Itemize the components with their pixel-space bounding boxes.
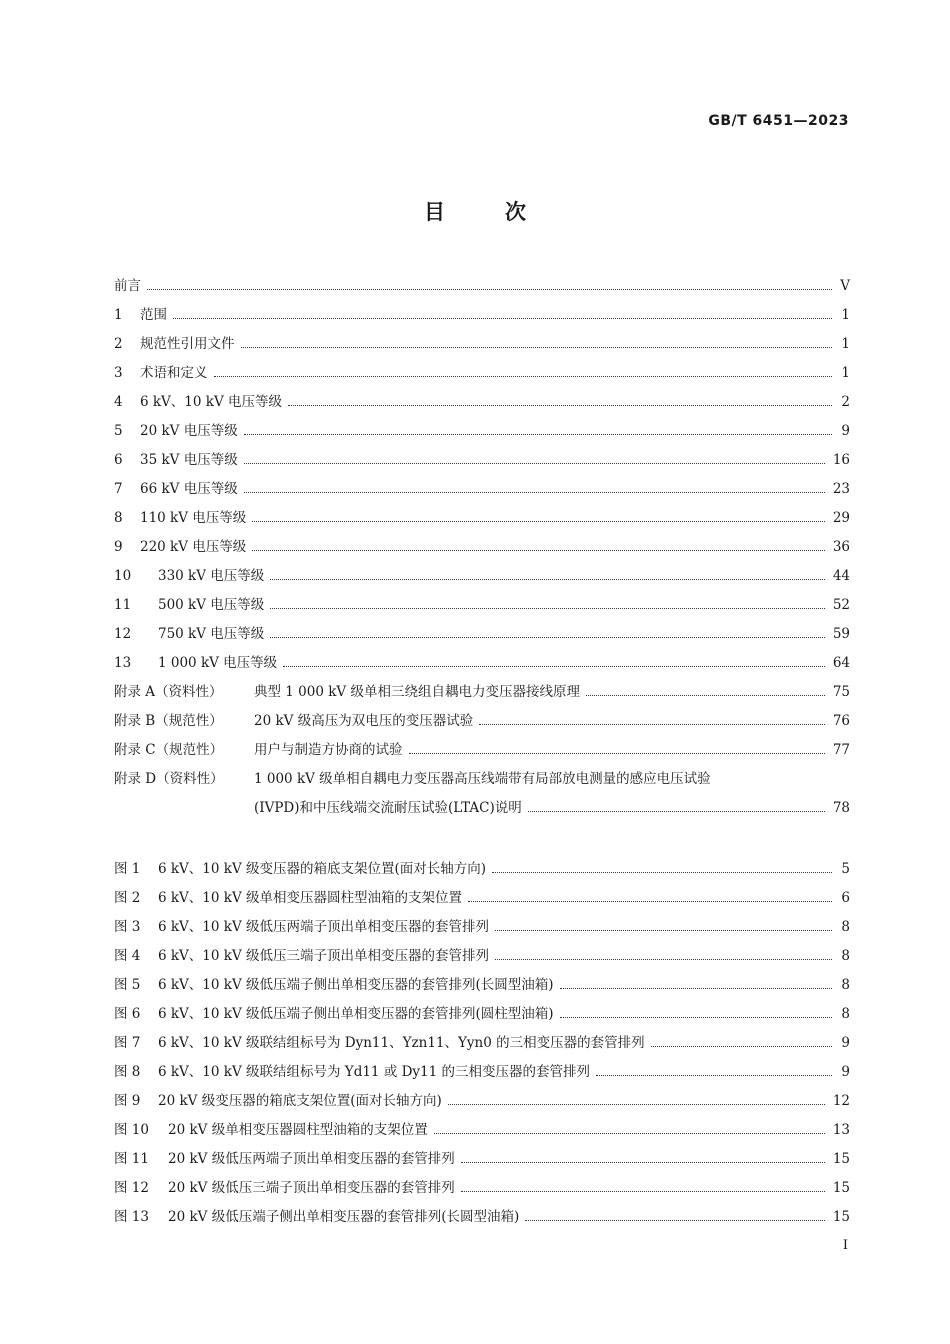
toc-entry-number: 3 [114,365,123,381]
figure-title: 20 kV 级单相变压器圆柱型油箱的支架位置 [168,1122,428,1138]
toc-entry-page: 16 [832,452,850,468]
figure-entry[interactable] [114,942,850,971]
figure-page: 8 [841,919,850,935]
toc-entry[interactable] [114,388,850,417]
dot-leader [525,1211,825,1221]
annex-title: 20 kV 级高压为双电压的变压器试验 [254,713,474,729]
toc-entry[interactable] [114,620,850,649]
figure-page: 12 [832,1093,850,1109]
dot-leader [270,628,825,638]
dot-leader [461,1182,825,1192]
figure-page: 5 [841,861,850,877]
figure-title: 6 kV、10 kV 级低压端子侧出单相变压器的套管排列(圆柱型油箱) [158,1006,554,1022]
figure-number: 图 7 [114,1035,141,1051]
figure-title: 20 kV 级低压两端子顶出单相变压器的套管排列 [168,1151,455,1167]
toc-entry-title: 1 000 kV 电压等级 [158,655,278,671]
toc-entry-page: 29 [832,510,850,526]
figure-page: 13 [832,1122,850,1138]
annex-title: 典型 1 000 kV 级单相三绕组自耦电力变压器接线原理 [254,684,580,700]
annex-page: 76 [832,713,850,729]
annex-label: 附录 C（规范性） [114,742,224,758]
figure-number: 图 5 [114,977,141,993]
toc-annex-entry[interactable] [114,765,850,794]
toc-entry[interactable] [114,475,850,504]
toc-entry-page: 1 [841,307,850,323]
figure-number: 图 2 [114,890,141,906]
figure-entry[interactable] [114,855,850,884]
toc-entry[interactable] [114,417,850,446]
standard-code: GB/T 6451—2023 [708,113,849,129]
figure-entry[interactable] [114,884,850,913]
toc-entry-number: 9 [114,539,123,555]
dot-leader [560,1008,832,1018]
toc-entry-title: 6 kV、10 kV 电压等级 [140,394,283,410]
dot-leader [495,950,832,960]
toc-entry-title: 220 kV 电压等级 [140,539,247,555]
toc-annex-entry[interactable] [114,736,850,765]
annex-page: 78 [832,800,850,816]
figure-entry[interactable] [114,913,850,942]
toc-entry-page: 23 [832,481,850,497]
toc-entry-page: 36 [832,539,850,555]
page-title: 目次 [424,200,586,224]
figure-title: 20 kV 级变压器的箱底支架位置(面对长轴方向) [158,1093,442,1109]
dot-leader [241,338,833,348]
annex-label: 附录 B（规范性） [114,713,223,729]
dot-leader [244,425,832,435]
figure-entry[interactable] [114,1203,850,1232]
toc-entry-page: 44 [832,568,850,584]
toc-entry-title: 规范性引用文件 [140,336,235,352]
toc-entry-number: 13 [114,655,132,671]
toc-entry[interactable] [114,301,850,330]
dot-leader [586,686,825,696]
figure-entry[interactable] [114,1116,850,1145]
toc-entry-number: 12 [114,626,132,642]
figure-number: 图 9 [114,1093,141,1109]
figure-number: 图 13 [114,1209,149,1225]
toc-entry-title: 110 kV 电压等级 [140,510,247,526]
toc-entry[interactable] [114,504,850,533]
dot-leader [461,1153,825,1163]
dot-leader [596,1066,832,1076]
toc-entry-number: 2 [114,336,123,352]
toc-entry-foreword[interactable] [114,272,850,301]
toc-entry-title: 前言 [114,278,141,294]
dot-leader [528,802,825,812]
toc-entry-number: 4 [114,394,123,410]
figure-entry[interactable] [114,1029,850,1058]
annex-label: 附录 A（资料性） [114,684,223,700]
list-of-figures [114,855,850,1232]
toc-annex-entry-continuation[interactable] [114,794,850,823]
figure-title: 20 kV 级低压三端子顶出单相变压器的套管排列 [168,1180,455,1196]
dot-leader [434,1124,825,1134]
page-number: Ⅰ [842,1238,848,1253]
figure-entry[interactable] [114,1145,850,1174]
toc-entry-title: 500 kV 电压等级 [158,597,265,613]
toc-entry-number: 5 [114,423,123,439]
toc-entry-number: 6 [114,452,123,468]
toc-entry-page: 1 [841,336,850,352]
dot-leader [283,657,825,667]
toc-entry-number: 1 [114,307,123,323]
figure-entry[interactable] [114,1058,850,1087]
annex-title: 用户与制造方协商的试验 [254,742,403,758]
figure-title: 6 kV、10 kV 级联结组标号为 Yd11 或 Dy11 的三相变压器的套管排列 [158,1064,591,1080]
toc-entry-title: 750 kV 电压等级 [158,626,265,642]
figure-number: 图 12 [114,1180,149,1196]
dot-leader [560,979,832,989]
toc-annex-entry[interactable] [114,678,850,707]
dot-leader [492,863,832,873]
toc-annex-entry[interactable] [114,707,850,736]
figure-title: 6 kV、10 kV 级变压器的箱底支架位置(面对长轴方向) [158,861,487,877]
annex-title-continuation: (IVPD)和中压线端交流耐压试验(LTAC)说明 [254,800,522,816]
toc-entry-title: 术语和定义 [140,365,208,381]
figure-number: 图 4 [114,948,141,964]
toc-entry[interactable] [114,330,850,359]
figure-page: 15 [832,1180,850,1196]
dot-leader [244,454,825,464]
dot-leader [651,1037,832,1047]
figure-page: 8 [841,1006,850,1022]
toc-entry[interactable] [114,446,850,475]
annex-page: 77 [832,742,850,758]
table-of-contents [114,272,850,823]
annex-label: 附录 D（资料性） [114,771,224,787]
dot-leader [252,541,825,551]
dot-leader [495,921,832,931]
toc-entry-title: 330 kV 电压等级 [158,568,265,584]
toc-entry[interactable] [114,591,850,620]
dot-leader [214,367,833,377]
toc-entry-title: 范围 [140,307,167,323]
dot-leader [252,512,825,522]
figure-number: 图 3 [114,919,141,935]
toc-entry[interactable] [114,359,850,388]
toc-entry-number: 11 [114,597,132,613]
figure-title: 6 kV、10 kV 级低压两端子顶出单相变压器的套管排列 [158,919,489,935]
figure-title: 6 kV、10 kV 级低压端子侧出单相变压器的套管排列(长圆型油箱) [158,977,554,993]
toc-entry-number: 8 [114,510,123,526]
annex-page: 75 [832,684,850,700]
toc-entry-page: Ⅴ [840,278,850,294]
toc-entry-page: 64 [832,655,850,671]
toc-entry[interactable] [114,562,850,591]
dot-leader [448,1095,825,1105]
figure-number: 图 10 [114,1122,149,1138]
figure-entry[interactable] [114,1000,850,1029]
figure-page: 8 [841,948,850,964]
dot-leader [468,892,832,902]
figure-number: 图 6 [114,1006,141,1022]
figure-entry[interactable] [114,1087,850,1116]
toc-entry[interactable] [114,649,850,678]
toc-entry[interactable] [114,533,850,562]
dot-leader [479,715,825,725]
dot-leader [244,483,825,493]
toc-entry-page: 59 [832,626,850,642]
dot-leader [409,744,825,754]
figure-number: 图 8 [114,1064,141,1080]
dot-leader [270,599,825,609]
figure-entry[interactable] [114,971,850,1000]
dot-leader [270,570,825,580]
annex-title: 1 000 kV 级单相自耦电力变压器高压线端带有局部放电测量的感应电压试验 [254,771,711,787]
dot-leader [288,396,832,406]
toc-entry-page: 1 [841,365,850,381]
toc-entry-page: 9 [841,423,850,439]
figure-title: 6 kV、10 kV 级联结组标号为 Dyn11、Yzn11、Yyn0 的三相变压器的套管排列 [158,1035,645,1051]
figure-page: 9 [841,1035,850,1051]
toc-entry-number: 7 [114,481,123,497]
toc-entry-title: 20 kV 电压等级 [140,423,238,439]
figure-page: 8 [841,977,850,993]
figure-page: 6 [841,890,850,906]
figure-page: 15 [832,1151,850,1167]
figure-page: 9 [841,1064,850,1080]
toc-entry-page: 52 [832,597,850,613]
figure-entry[interactable] [114,1174,850,1203]
toc-entry-number: 10 [114,568,132,584]
toc-entry-title: 35 kV 电压等级 [140,452,238,468]
figure-title: 20 kV 级低压端子侧出单相变压器的套管排列(长圆型油箱) [168,1209,520,1225]
figure-title: 6 kV、10 kV 级单相变压器圆柱型油箱的支架位置 [158,890,462,906]
dot-leader [147,280,832,290]
figure-page: 15 [832,1209,850,1225]
figure-number: 图 1 [114,861,141,877]
figure-title: 6 kV、10 kV 级低压三端子顶出单相变压器的套管排列 [158,948,489,964]
figure-number: 图 11 [114,1151,149,1167]
toc-entry-page: 2 [841,394,850,410]
dot-leader [173,309,832,319]
toc-entry-title: 66 kV 电压等级 [140,481,238,497]
